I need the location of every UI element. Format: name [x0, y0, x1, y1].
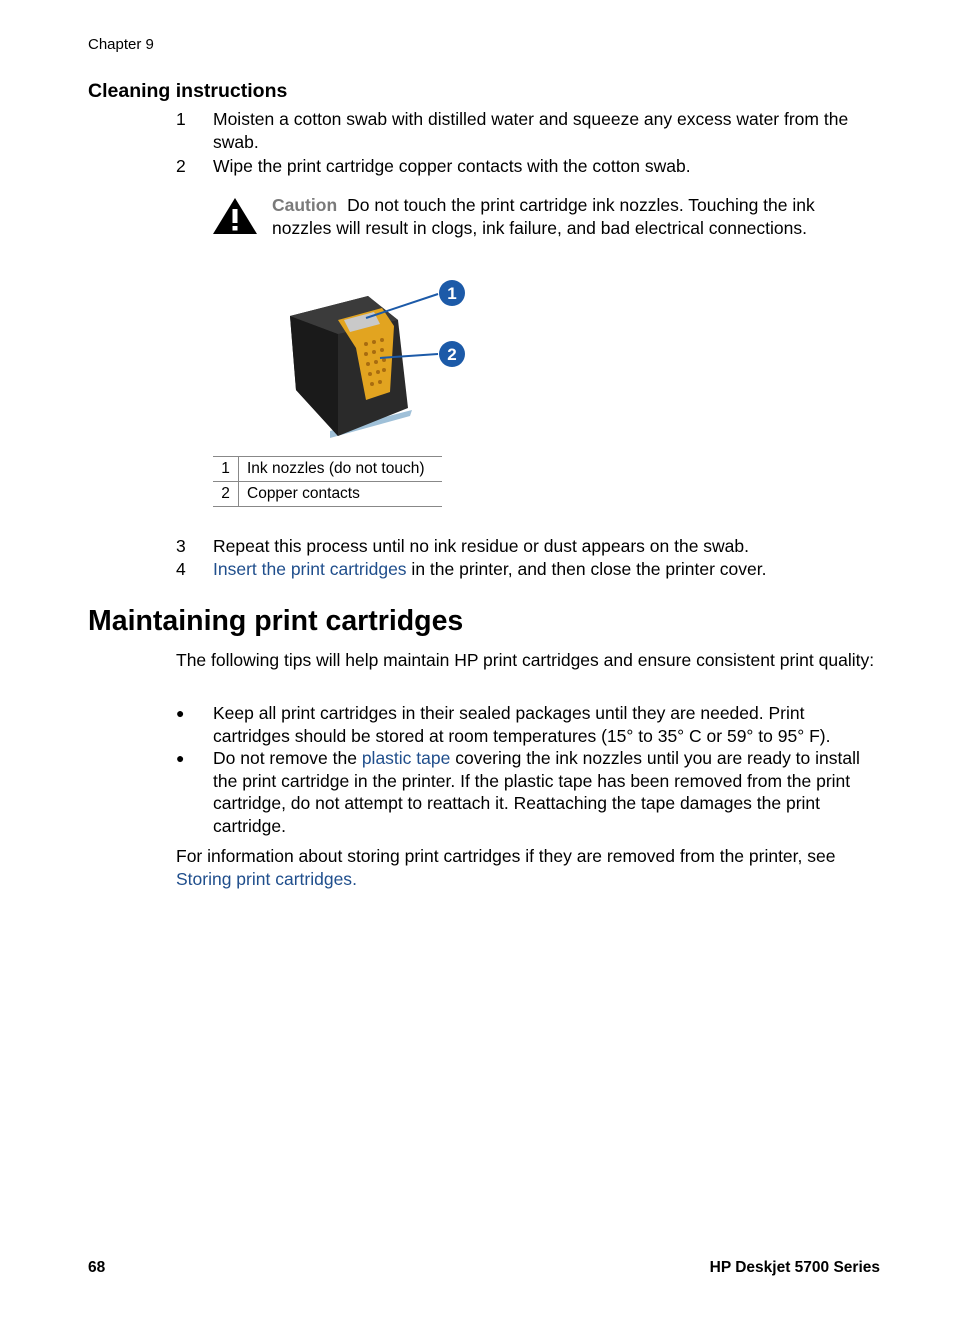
bullet-text: Keep all print cartridges in their sealed packages until they are needed. Print cartridges should be stored at room temperatures (15° to 35° C or 59° to 95° F). [213, 703, 831, 746]
caution-label: Caution [272, 195, 338, 215]
bullet-text-rest: covering the ink nozzles until you are ready to install the print cartridge in the printer. If the plastic tape has been removed from the print cartridge, do not attempt to reattach it. Reattaching the tape damages the print cartridge. [213, 748, 860, 836]
warning-triangle-icon [211, 196, 259, 236]
step-number: 1 [176, 109, 186, 129]
closing-period: . [352, 868, 357, 889]
step-number: 4 [176, 559, 186, 579]
legend-number: 1 [213, 457, 239, 482]
legend-number: 2 [213, 482, 239, 507]
table-row [213, 482, 442, 507]
intro-paragraph: The following tips will help maintain HP print cartridges and ensure consistent print quality: [176, 650, 875, 670]
page-title: Maintaining print cartridges [88, 605, 464, 637]
caution-text: Do not touch the print cartridge ink nozzles. Touching the ink nozzles will result in clogs, ink failure, and bad electrical connections. [272, 195, 815, 238]
print-cartridge-illustration [270, 268, 480, 448]
bullet-icon: ● [176, 705, 185, 721]
callout-2: 2 [447, 345, 457, 364]
storing-cartridges-link[interactable]: Storing print cartridges [176, 868, 353, 889]
bullet-text-start: Do not remove the [213, 748, 362, 768]
insert-cartridges-link[interactable]: Insert the print cartridges [213, 559, 407, 579]
caution-note [272, 194, 872, 239]
section-heading-cleaning: Cleaning instructions [88, 80, 288, 102]
closing-text: For information about storing print cartridges if they are removed from the printer, see [176, 846, 836, 866]
legend-text: Ink nozzles (do not touch) [239, 457, 443, 482]
step-text-rest: in the printer, and then close the printer cover. [406, 559, 767, 579]
figure-legend-table [213, 456, 442, 507]
callout-1: 1 [447, 284, 457, 303]
bullet-icon: ● [176, 750, 185, 766]
table-row [213, 457, 442, 482]
step-text: Repeat this process until no ink residue or dust appears on the swab. [213, 536, 750, 556]
page-number: 68 [88, 1259, 106, 1276]
step-text: Moisten a cotton swab with distilled water and squeeze any excess water from the swab. [213, 109, 849, 152]
legend-text: Copper contacts [239, 482, 443, 507]
closing-paragraph [176, 845, 881, 890]
step-number: 3 [176, 536, 186, 556]
product-name: HP Deskjet 5700 Series [709, 1259, 880, 1276]
chapter-label: Chapter 9 [88, 36, 154, 53]
step-text [213, 558, 893, 581]
step-text: Wipe the print cartridge copper contacts with the cotton swab. [213, 156, 691, 176]
step-number: 2 [176, 156, 186, 176]
plastic-tape-link[interactable]: plastic tape [361, 748, 451, 768]
bullet-text [213, 747, 883, 837]
